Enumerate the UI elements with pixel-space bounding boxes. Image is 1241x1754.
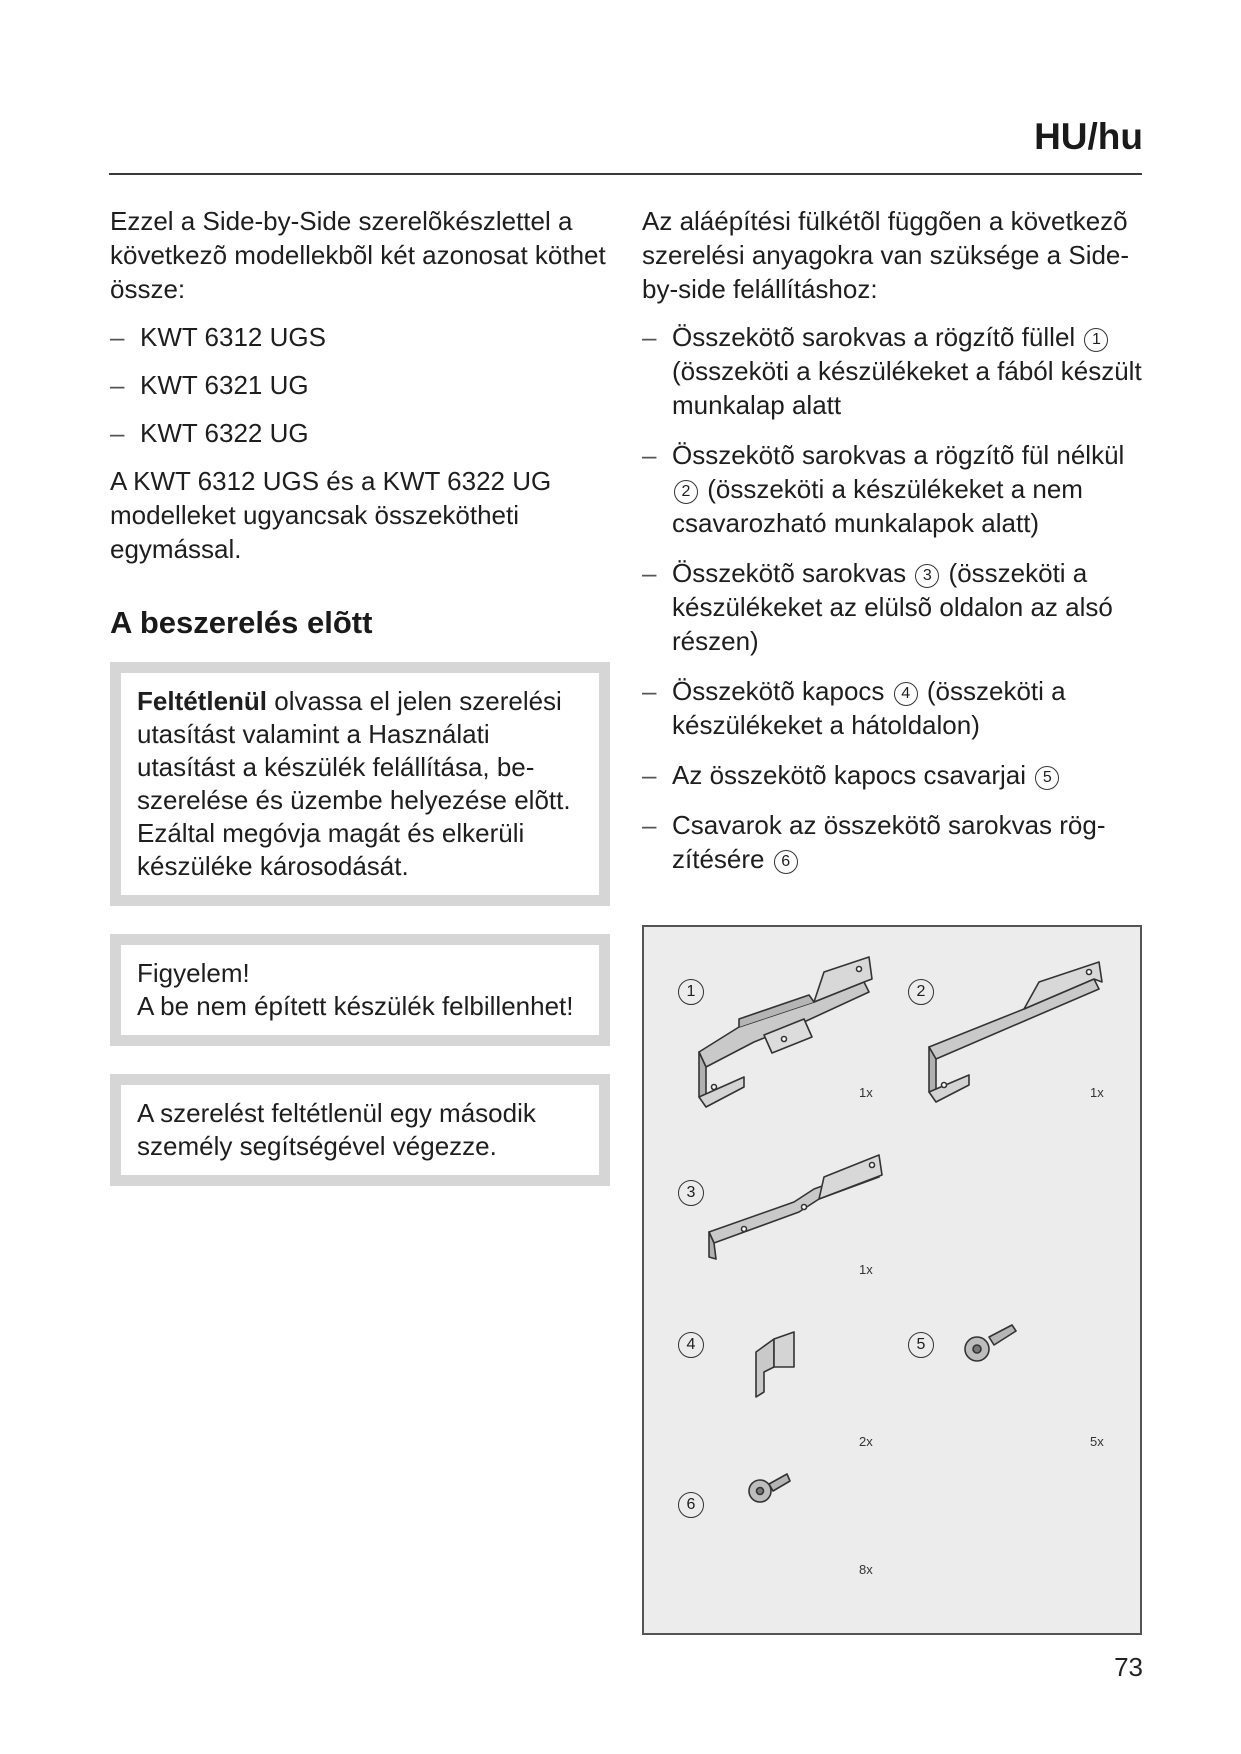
combination-text: A KWT 6312 UGS és a KWT 6322 UG modelleket ugyancsak összekötheti egymással. [110, 466, 552, 564]
parts-illustration [644, 927, 1140, 1633]
note-text: olvassa el jelen szerelési utasítást valamint a Használati utasítást a készülék felállítása, beszerelése és üzembe helyezése elõtt. [137, 686, 571, 815]
note-emphasis: Feltétlenül [137, 686, 268, 716]
part-item: – Összekötõ sarokvas a rögzítõ fül nélkül 2 (összeköti a készülékeket a nem csavarozható munkalapok alatt) [642, 438, 1142, 540]
second-person-text: A szerelést feltétlenül egy második személy segítségével végezze. [137, 1098, 536, 1161]
corner-bracket-without-tab-icon [929, 962, 1102, 1102]
model-list [110, 320, 610, 450]
right-column [642, 204, 1142, 892]
part-quantity: 2x [859, 1434, 873, 1449]
part-number-icon: 1 [1084, 328, 1108, 352]
model-item: – KWT 6312 UGS [110, 320, 610, 354]
part-number-icon: 5 [1035, 766, 1059, 790]
warning-title: Figyelem! [137, 958, 250, 988]
part-quantity: 1x [859, 1262, 873, 1277]
section-heading: A beszerelés elõtt [110, 605, 373, 640]
part-number-icon: 6 [678, 1492, 704, 1518]
part-number-icon: 1 [678, 979, 704, 1005]
corner-bracket-front-icon [709, 1155, 882, 1259]
part-number-icon: 3 [915, 564, 939, 588]
part-number-icon: 5 [908, 1332, 934, 1358]
part-item: – Csavarok az összekötõ sarokvas rögzítésére 6 [642, 808, 1142, 876]
second-person-note [110, 1074, 610, 1186]
part-quantity: 1x [1090, 1085, 1104, 1100]
page-number: 73 [1114, 1652, 1143, 1682]
part-number-icon: 4 [678, 1332, 704, 1358]
part-item: – Összekötõ sarokvas a rögzítõ füllel 1 (összeköti a készülékeket a fából készült munkalap alatt [642, 320, 1142, 422]
left-column [110, 204, 610, 1214]
part-number-icon: 4 [894, 682, 918, 706]
header-rule [109, 173, 1142, 175]
part-quantity: 8x [859, 1562, 873, 1577]
left-intro: Ezzel a Side-by-Side szerelõkészlettel a következõ modellekbõl két azonosat köthet össze: [110, 206, 606, 304]
connecting-clip-icon [756, 1332, 794, 1397]
part-number-icon: 2 [674, 480, 698, 504]
right-intro: Az aláépítési fülkétõl függõen a következõ szerelési anyagokra van szüksége a Side-by-side felállításhoz: [642, 206, 1130, 304]
part-item: – Összekötõ kapocs 4 (összeköti a készülékeket a hátoldalon) [642, 674, 1142, 742]
language-code: HU/hu [1034, 116, 1143, 157]
bracket-screw-icon [749, 1474, 790, 1502]
model-item: – KWT 6322 UG [110, 416, 610, 450]
part-quantity: 5x [1090, 1434, 1104, 1449]
warning-note [110, 934, 610, 1046]
part-item: – Az összekötõ kapocs csavarjai 5 [642, 758, 1142, 792]
corner-bracket-with-tab-icon [699, 957, 872, 1107]
clip-screw-icon [965, 1325, 1016, 1361]
part-number-icon: 6 [774, 850, 798, 874]
parts-list [642, 320, 1142, 876]
parts-figure [642, 925, 1142, 1635]
warning-text: A be nem épített készülék felbillenhet! [137, 991, 574, 1021]
model-item: – KWT 6321 UG [110, 368, 610, 402]
part-number-icon: 3 [678, 1180, 704, 1206]
important-note [110, 662, 610, 906]
part-quantity: 1x [859, 1085, 873, 1100]
part-number-icon: 2 [908, 979, 934, 1005]
part-item: – Összekötõ sarokvas 3 (összeköti a készülékeket az elülsõ oldalon az alsó részen) [642, 556, 1142, 658]
note-text-line2: Ezáltal megóvja magát és elkerüli készüléke károsodását. [137, 818, 525, 881]
